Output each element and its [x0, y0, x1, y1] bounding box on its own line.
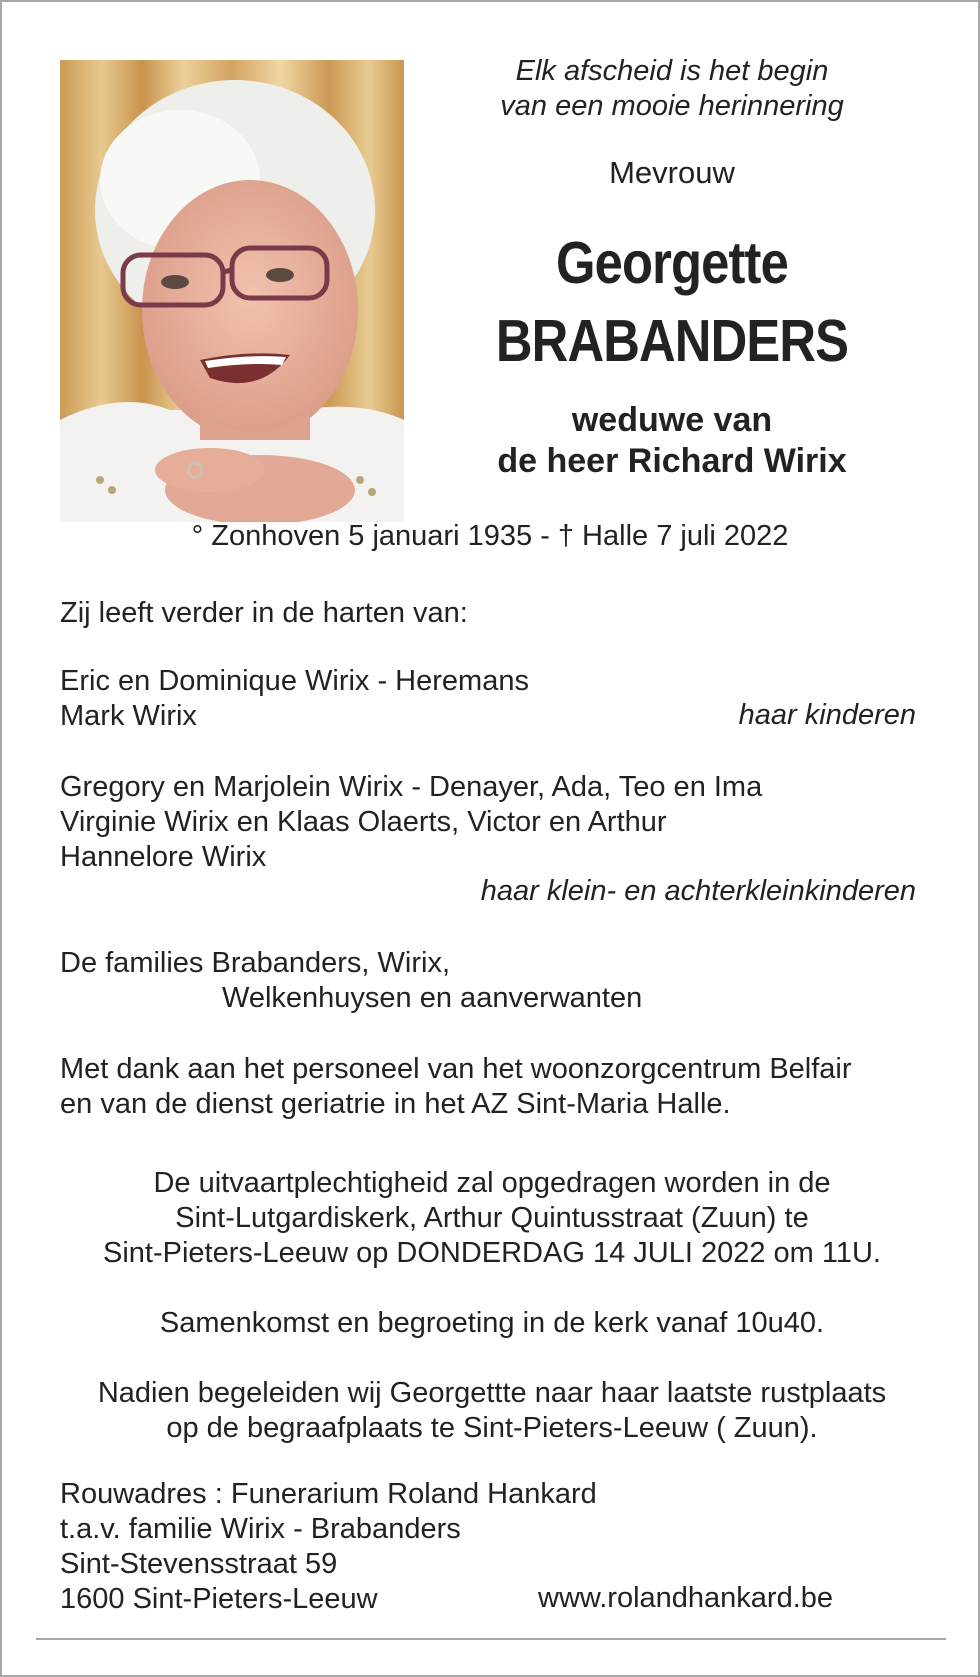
burial-line: Nadien begeleiden wij Georgettte naar haar laatste rustplaats — [97, 1377, 887, 1409]
grandchildren-line: Virginie Wirix en Klaas Olaerts, Victor en Arthur — [60, 806, 667, 838]
children-line: Mark Wirix — [60, 700, 197, 732]
bottom-divider — [36, 1638, 946, 1640]
children-role: haar kinderen — [738, 699, 916, 731]
motto-line-1: Elk afscheid is het begin — [515, 55, 829, 87]
grandchildren-role: haar klein- en achterkleinkinderen — [480, 875, 916, 907]
birth-text: ° Zonhoven 5 januari 1935 - — [191, 520, 558, 552]
birth-death-dates — [60, 520, 920, 553]
ceremony-line: Sint-Pieters-Leeuw op DONDERDAG 14 JULI 2022 om 11U. — [103, 1237, 881, 1269]
website-link[interactable]: www.rolandhankard.be — [538, 1582, 834, 1614]
honorific: Mevrouw — [609, 155, 735, 190]
last-name: BRABANDERS — [495, 308, 849, 374]
portrait-photo — [60, 60, 404, 522]
cross-icon: † — [557, 520, 574, 552]
families-line-2: Welkenhuysen en aanverwanten — [222, 982, 643, 1014]
widow-of — [452, 400, 892, 482]
death-text: Halle 7 juli 2022 — [574, 520, 789, 552]
burial — [42, 1376, 942, 1446]
thanks-line: Met dank aan het personeel van het woonzorgcentrum Belfair — [60, 1053, 852, 1085]
widow-of-line-1: weduwe van — [571, 401, 773, 439]
widow-of-line-2: de heer Richard Wirix — [497, 442, 847, 480]
burial-line: op de begraafplaats te Sint-Pieters-Leeuw ( Zuun). — [166, 1412, 818, 1444]
ceremony-line: De uitvaartplechtigheid zal opgedragen worden in de — [153, 1167, 831, 1199]
address-line: Sint-Stevensstraat 59 — [60, 1548, 338, 1580]
address-line: 1600 Sint-Pieters-Leeuw — [60, 1583, 378, 1615]
thanks-line: en van de dienst geriatrie in het AZ Sint-Maria Halle. — [60, 1088, 731, 1120]
intro-text: Zij leeft verder in de harten van: — [60, 597, 468, 629]
ceremony — [42, 1166, 942, 1271]
families-line-1: De families Brabanders, Wirix, — [60, 947, 450, 979]
address-line: t.a.v. familie Wirix - Brabanders — [60, 1513, 461, 1545]
grandchildren-line: Gregory en Marjolein Wirix - Denayer, Ada, Teo en Ima — [60, 771, 763, 803]
ceremony-line: Sint-Lutgardiskerk, Arthur Quintusstraat (Zuun) te — [175, 1202, 809, 1234]
grandchildren-list — [60, 770, 918, 875]
motto-line-2: van een mooie herinnering — [500, 90, 844, 122]
first-name: Georgette — [556, 230, 788, 296]
families — [60, 946, 918, 1016]
address-line: Rouwadres : Funerarium Roland Hankard — [60, 1478, 597, 1510]
grandchildren-line: Hannelore Wirix — [60, 841, 267, 873]
thanks — [60, 1052, 918, 1122]
motto — [452, 54, 892, 124]
gathering: Samenkomst en begroeting in de kerk vanaf 10u40. — [159, 1307, 825, 1339]
deceased-name — [483, 224, 861, 380]
children-line: Eric en Dominique Wirix - Heremans — [60, 665, 529, 697]
